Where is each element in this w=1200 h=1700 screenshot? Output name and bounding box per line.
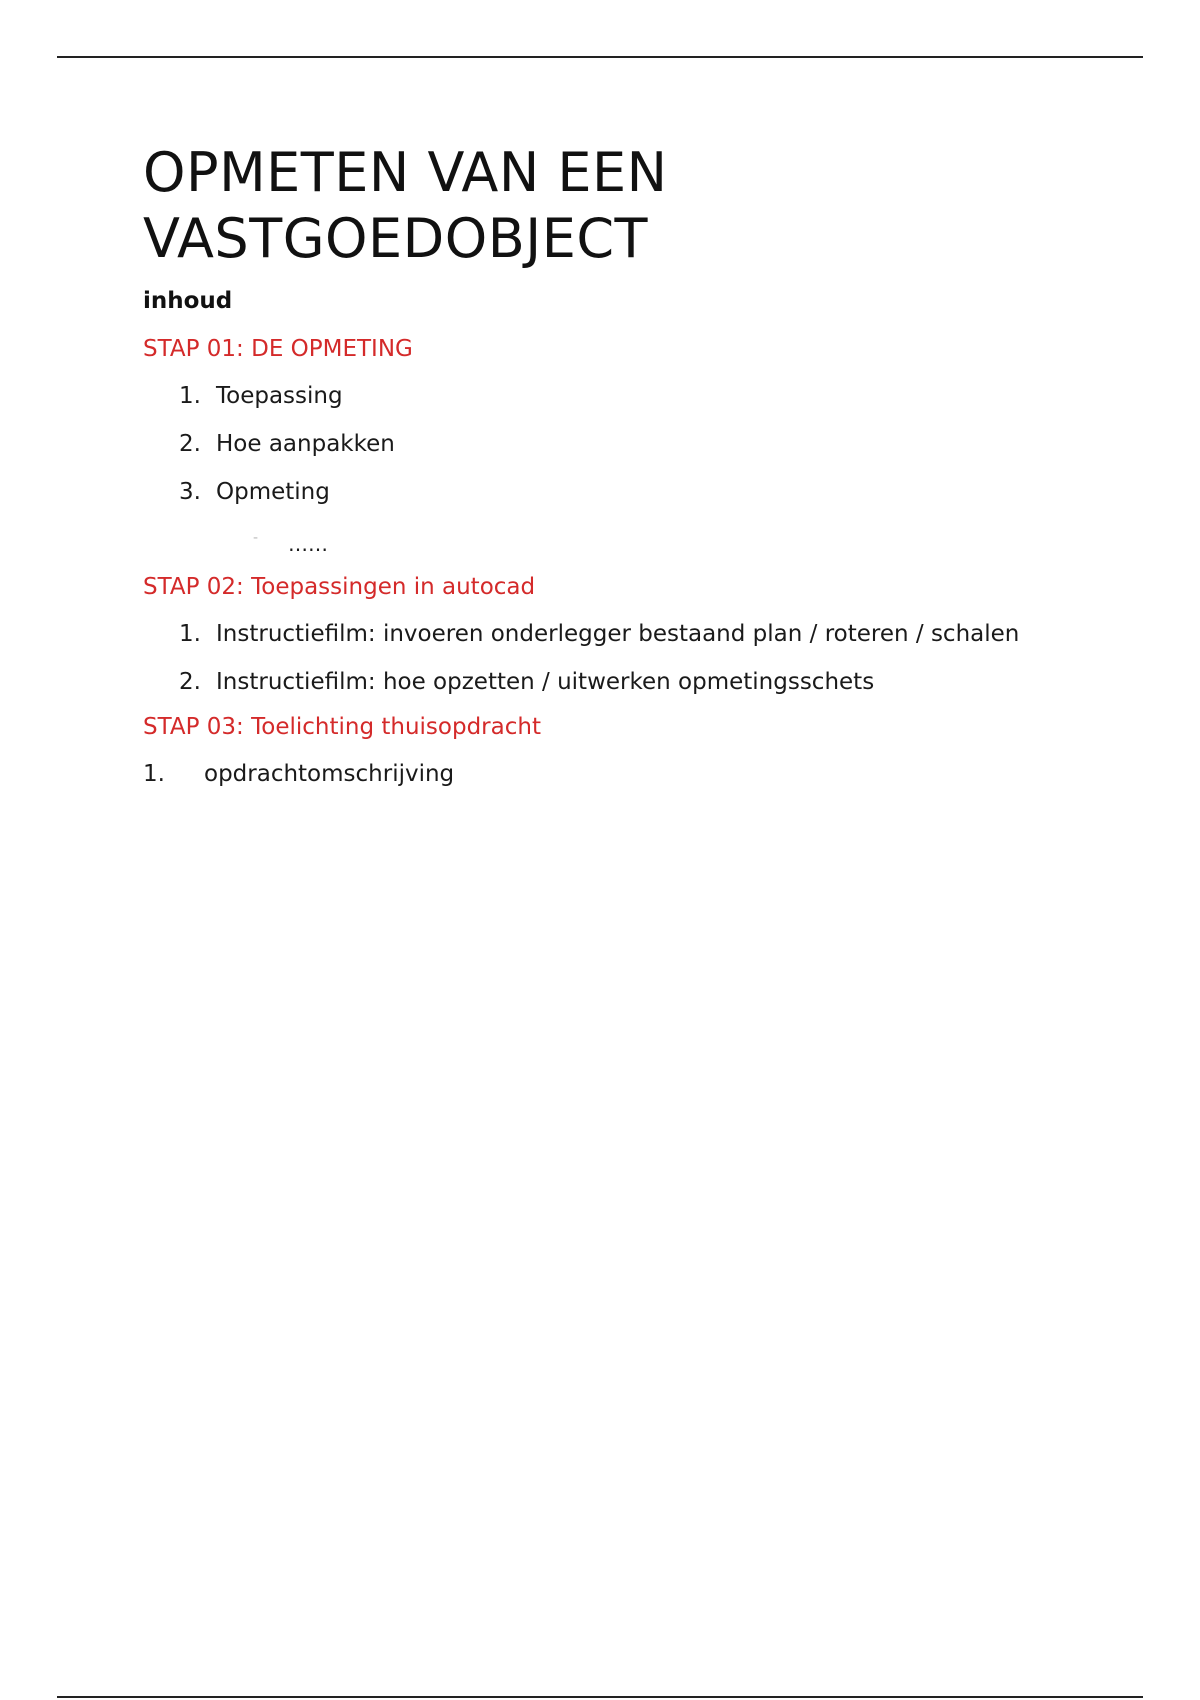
sub-item — [253, 530, 1043, 558]
list-item-text: Opmeting — [216, 479, 330, 505]
list-item-text: Toepassing — [216, 383, 343, 409]
sub-item-marker: - — [253, 530, 259, 546]
step-03-heading[interactable]: STAP 03: Toelichting thuisopdracht — [143, 714, 541, 740]
list-item-number: 2. — [179, 669, 201, 695]
bottom-rule — [57, 1696, 1143, 1698]
list-item[interactable] — [143, 428, 1043, 460]
step-02-heading[interactable]: STAP 02: Toepassingen in autocad — [143, 574, 536, 600]
list-item-text: Instructiefilm: invoeren onderlegger bestaand plan / roteren / schalen — [216, 621, 1020, 647]
list-item-number: 1. — [143, 761, 165, 787]
list-item-text: Hoe aanpakken — [216, 431, 395, 457]
sub-item-text: …… — [288, 532, 328, 556]
list-item[interactable] — [143, 476, 1043, 508]
list-item-number: 1. — [179, 383, 201, 409]
toc-heading: inhoud — [143, 288, 233, 314]
step-01-list — [143, 380, 1043, 508]
list-item[interactable] — [143, 758, 1043, 790]
list-item-number: 2. — [179, 431, 201, 457]
document-content — [143, 140, 1043, 790]
list-item[interactable] — [143, 618, 1043, 650]
list-item-text: opdrachtomschrijving — [204, 761, 455, 787]
list-item-number: 3. — [179, 479, 201, 505]
document-title: OPMETEN VAN EEN VASTGOEDOBJECT — [143, 141, 668, 270]
top-rule — [57, 56, 1143, 58]
list-item-text: Instructiefilm: hoe opzetten / uitwerken opmetingsschets — [216, 669, 875, 695]
list-item[interactable] — [143, 666, 1043, 698]
list-item-number: 1. — [179, 621, 201, 647]
step-02-list — [143, 618, 1043, 698]
list-item[interactable] — [143, 380, 1043, 412]
step-01-heading[interactable]: STAP 01: DE OPMETING — [143, 336, 413, 362]
